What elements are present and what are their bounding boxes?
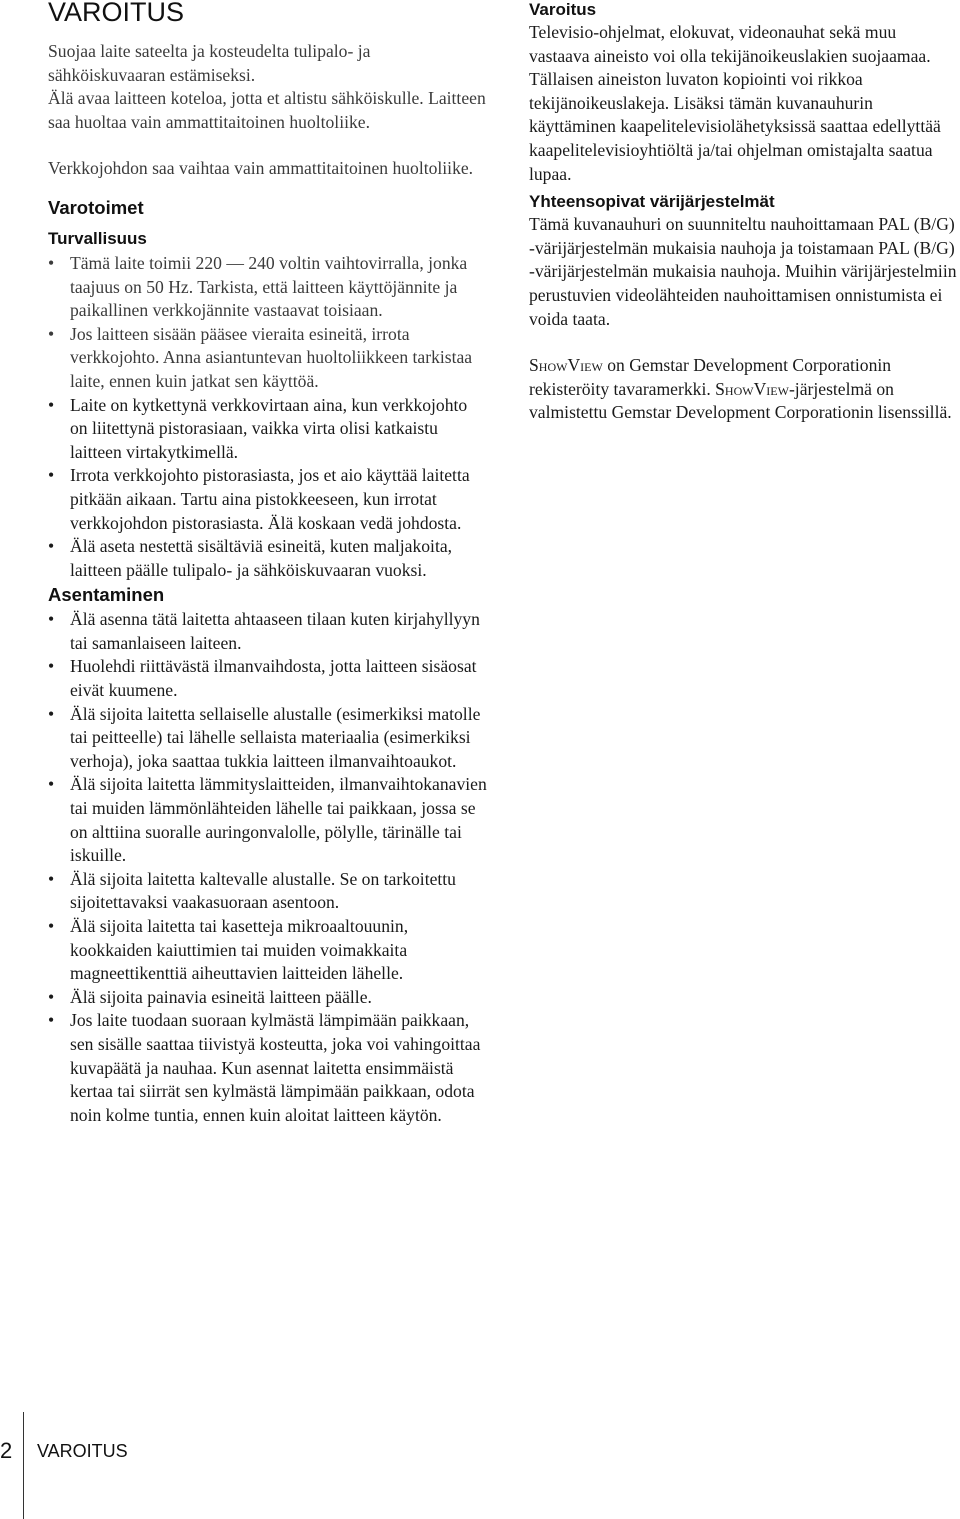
- compat-heading: Yhteensopivat värijärjestelmät: [529, 192, 775, 212]
- installation-item-text: Älä sijoita laitetta kaltevalle alustalle. Se on tarkoitettu sijoitettavaksi vaakasuoraan asentoon.: [70, 868, 456, 913]
- safety-item-text: Tämä laite toimii 220 — 240 voltin vaihtovirralla, jonka taajuus on 50 Hz. Tarkista, että laitteen käyttöjännite ja paikallinen verkkojännite vastaavat toisiaan.: [70, 252, 468, 321]
- list-item: [48, 394, 488, 465]
- bullet: •: [48, 703, 55, 724]
- installation-heading: Asentaminen: [48, 584, 165, 606]
- right-column: [529, 0, 960, 425]
- warning-paragraph-3: Verkkojohdon saa vaihtaa vain ammattitaitoinen huoltoliike.: [48, 158, 474, 179]
- installation-list: [48, 608, 488, 1127]
- footer-section-label: VAROITUS: [37, 1441, 128, 1461]
- footer-divider: [23, 1412, 24, 1519]
- bullet: •: [48, 986, 55, 1007]
- safety-item-text: Irrota verkkojohto pistorasiasta, jos et aio käyttää laitetta pitkään aikaan. Tartu aina pistokkeeseen, kun irrotat verkkojohdon pistorasiasta. Älä koskaan vedä johdosta.: [70, 465, 470, 533]
- list-item: [48, 915, 488, 986]
- showview-trademark: ShowView: [715, 378, 789, 399]
- list-item: [48, 252, 488, 323]
- installation-item-text: Älä sijoita laitetta tai kasetteja mikroaaltouunin, kookkaiden kaiuttimien tai muiden voimakkaita magneettikenttiä aiheuttavien laitteiden lähelle.: [70, 916, 409, 984]
- bullet: •: [48, 323, 55, 344]
- page-title: VAROITUS: [48, 0, 185, 27]
- list-item: [48, 1009, 488, 1127]
- safety-list: [48, 252, 488, 582]
- bullet: •: [48, 536, 55, 557]
- installation-item-text: Huolehdi riittävästä ilmanvaihdosta, jotta laitteen sisäosat eivät kuumene.: [70, 656, 477, 701]
- list-item: [48, 608, 488, 655]
- bullet: •: [48, 868, 55, 889]
- list-item: [48, 655, 488, 702]
- warning-heading: Varoitus: [529, 0, 597, 19]
- installation-item-text: Jos laite tuodaan suoraan kylmästä lämpimään paikkaan, sen sisälle saattaa tiivistyä kosteutta, joka voi vahingoittaa kuvapäätä ja nauhaa. Kun asennat laitetta ensimmäistä kertaa tai siirrät sen kylmästä lämpimään paikkaan, odota noin kolme tuntia, ennen kuin aloitat laitteen käytön.: [70, 1010, 481, 1125]
- list-item: [48, 703, 488, 774]
- warning-text: Televisio-ohjelmat, elokuvat, videonauhat sekä muu vastaava aineisto voi olla tekijänoikeuslakien suojaamaa. Tällaisen aineiston luvaton kopiointi voi rikkoa tekijänoikeuslakeja. Lisäksi tämän kuvanauhurin käyttäminen kaapelitelevisiolähetyksissä saattaa edellyttää kaapelitelevisioyhtiöltä ja/tai ohjelman omistajalta saatua lupaa.: [529, 22, 941, 184]
- list-item: [48, 323, 488, 394]
- list-item: [48, 535, 488, 582]
- installation-item-text: Älä asenna tätä laitetta ahtaaseen tilaan kuten kirjahyllyyn tai samanlaiseen laiteen.: [70, 609, 480, 653]
- list-item: [48, 773, 488, 867]
- left-column: [48, 40, 488, 1127]
- bullet: •: [48, 252, 55, 273]
- safety-item-text: Jos laitteen sisään pääsee vieraita esineitä, irrota verkkojohto. Anna asiantuntevan huoltoliikkeen tarkistaa laite, ennen kuin jatkat sen käyttöä.: [70, 323, 473, 391]
- bullet: •: [48, 609, 55, 630]
- safety-heading: Turvallisuus: [48, 228, 147, 248]
- bullet: •: [48, 394, 55, 415]
- installation-item-text: Älä sijoita painavia esineitä laitteen päälle.: [70, 986, 372, 1007]
- list-item: [48, 868, 488, 915]
- compat-text: Tämä kuvanauhuri on suunniteltu nauhoittamaan PAL (B/G) -värijärjestelmän mukaisia nauhoja ja toistamaan PAL (B/G) -värijärjestelmän mukaisia nauhoja. Muihin värijärjestelmiin perustuvien videolähteiden nauhoittamisen onnistumista ei voida taata.: [529, 214, 957, 329]
- bullet: •: [48, 656, 55, 677]
- showview-trademark: ShowView: [529, 355, 603, 376]
- list-item: [48, 464, 488, 535]
- bullet: •: [48, 916, 55, 936]
- bullet: •: [48, 1010, 55, 1031]
- bullet: •: [48, 465, 55, 486]
- page-number: 2: [0, 1438, 13, 1463]
- warning-paragraph-1: Suojaa laite sateelta ja kosteudelta tulipalo- ja sähköiskuvaaran estämiseksi.: [48, 41, 371, 85]
- warning-paragraph-2: Älä avaa laitteen koteloa, jotta et altistu sähköiskulle. Laitteen saa huoltaa vain ammattitaitoinen huoltoliike.: [48, 88, 486, 132]
- showview-paragraph: [529, 354, 960, 425]
- installation-item-text: Älä sijoita laitetta sellaiselle alustalle (esimerkiksi matolle tai peitteelle) tai lähelle sellaista materiaalia (esimerkiksi verhoja), joka saattaa tukkia laitteen ilmanvaihtoaukot.: [70, 703, 481, 771]
- showview-text-2: -järjestelmä on valmistettu Gemstar Development Corporationin lisenssillä.: [529, 378, 952, 423]
- precautions-heading: Varotoimet: [48, 196, 144, 218]
- installation-item-text: Älä sijoita laitetta lämmityslaitteiden, ilmanvaihtokanavien tai muiden lämmönlähteiden lähelle tai paikkaan, jossa se on alttiina suoralle auringonvalolle, pölylle, tärinälle tai iskuille.: [70, 774, 487, 866]
- safety-item-text: Älä aseta nestettä sisältäviä esineitä, kuten maljakoita, laitteen päälle tulipalo- ja sähköiskuvaaran vuoksi.: [70, 536, 453, 580]
- safety-item-text: Laite on kytkettynä verkkovirtaan aina, kun verkkojohto on liitettynä pistorasiaan, vaikka virta olisi katkaistu laitteen virtakytkimellä.: [70, 394, 468, 462]
- list-item: [48, 986, 488, 1010]
- showview-text-1: on Gemstar Development Corporationin rekisteröity tavaramerkki.: [529, 355, 892, 399]
- bullet: •: [48, 774, 55, 795]
